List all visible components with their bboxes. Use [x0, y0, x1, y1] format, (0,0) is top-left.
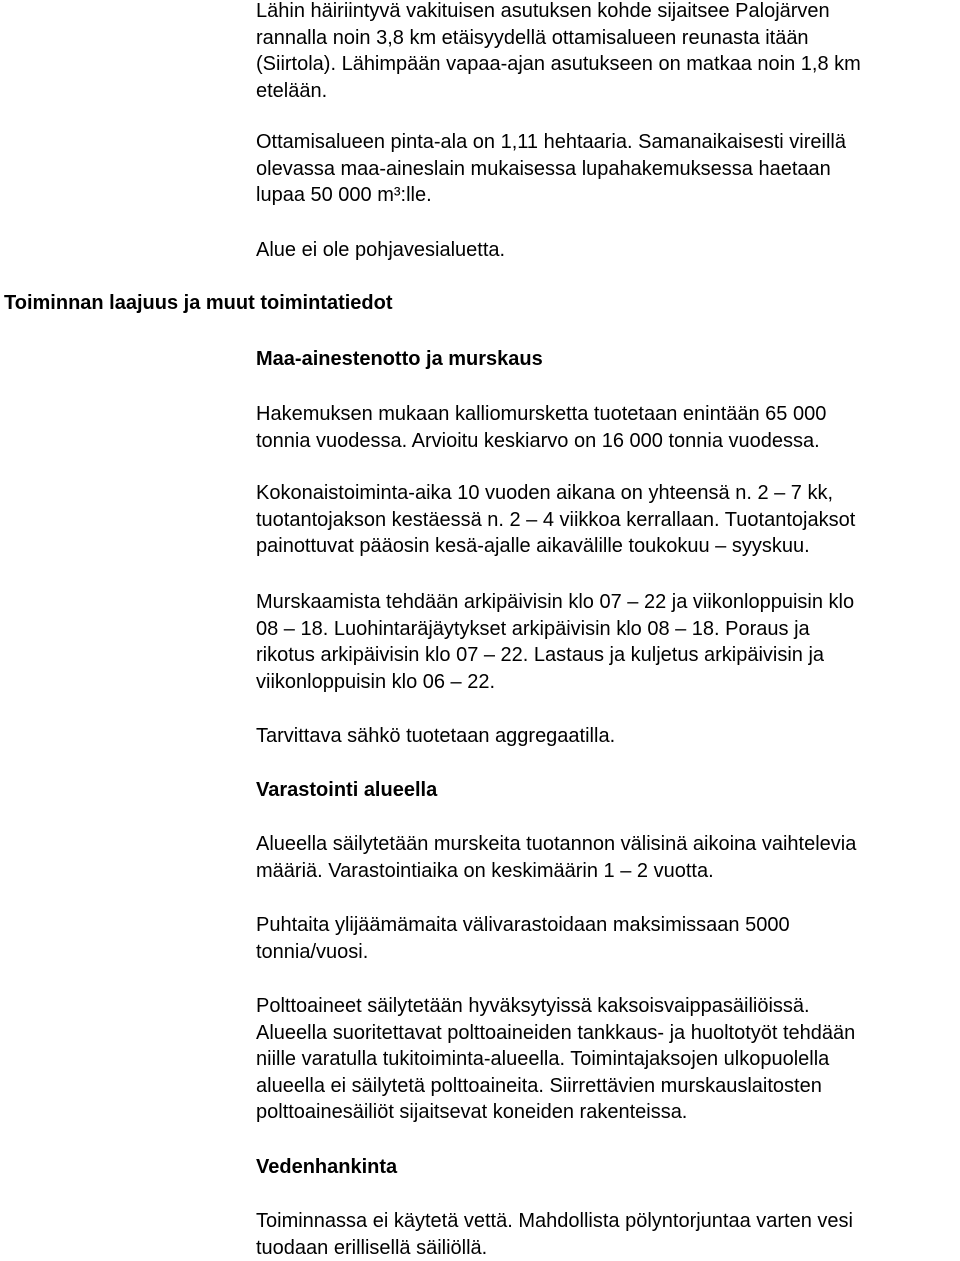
text-line: Hakemuksen mukaan kalliomursketta tuotetaan enintään 65 000 — [256, 401, 956, 428]
text-line: tonnia vuodessa. Arvioitu keskiarvo on 16 000 tonnia vuodessa. — [256, 428, 956, 455]
text-line: Tarvittava sähkö tuotetaan aggregaatilla. — [256, 723, 956, 750]
text-line: Alueella suoritettavat polttoaineiden tankkaus- ja huoltotyöt tehdään — [256, 1020, 956, 1047]
text-line: tuodaan erillisellä säiliöllä. — [256, 1235, 956, 1261]
section-1-paragraph-1 — [256, 401, 956, 454]
text-line: Lähin häiriintyvä vakituisen asutuksen kohde sijaitsee Palojärven — [256, 0, 956, 25]
text-line: etelään. — [256, 78, 956, 105]
text-line: olevassa maa-aineslain mukaisessa lupahakemuksessa haetaan — [256, 156, 956, 183]
section-heading-water-supply: Vedenhankinta — [256, 1154, 397, 1181]
section-2-paragraph-2 — [256, 912, 956, 965]
section-1-paragraph-3 — [256, 589, 956, 695]
side-heading: Toiminnan laajuus ja muut toimintatiedot — [4, 290, 393, 316]
text-line: tuotantojakson kestäessä n. 2 – 4 viikkoa kerrallaan. Tuotantojaksot — [256, 507, 956, 534]
text-line: polttoainesäiliöt sijaitsevat koneiden rakenteissa. — [256, 1099, 956, 1126]
section-1-paragraph-4 — [256, 723, 956, 750]
section-heading-extraction: Maa-ainestenotto ja murskaus — [256, 346, 543, 373]
section-3-paragraph-1 — [256, 1208, 956, 1261]
text-line: Alueella säilytetään murskeita tuotannon välisinä aikoina vaihtelevia — [256, 831, 956, 858]
section-2-paragraph-3 — [256, 993, 956, 1126]
text-line: painottuvat pääosin kesä-ajalle aikavälille toukokuu – syyskuu. — [256, 533, 956, 560]
text-line: Ottamisalueen pinta-ala on 1,11 hehtaaria. Samanaikaisesti vireillä — [256, 129, 956, 156]
text-line: Polttoaineet säilytetään hyväksytyissä kaksoisvaippasäiliöissä. — [256, 993, 956, 1020]
text-line: Puhtaita ylijäämämaita välivarastoidaan maksimissaan 5000 — [256, 912, 956, 939]
text-line: alueella ei säilytetä polttoaineita. Siirrettävien murskauslaitosten — [256, 1073, 956, 1100]
intro-paragraph-2 — [256, 129, 956, 209]
text-line: viikonloppuisin klo 06 – 22. — [256, 669, 956, 696]
text-line: Alue ei ole pohjavesialuetta. — [256, 237, 956, 264]
text-line: lupaa 50 000 m³:lle. — [256, 182, 956, 209]
section-1-paragraph-2 — [256, 480, 956, 560]
section-heading-storage: Varastointi alueella — [256, 777, 437, 804]
section-2-paragraph-1 — [256, 831, 956, 884]
text-line: (Siirtola). Lähimpään vapaa-ajan asutukseen on matkaa noin 1,8 km — [256, 51, 956, 78]
text-line: määriä. Varastointiaika on keskimäärin 1 – 2 vuotta. — [256, 858, 956, 885]
text-line: tonnia/vuosi. — [256, 939, 956, 966]
text-line: Toiminnassa ei käytetä vettä. Mahdollista pölyntorjuntaa varten vesi — [256, 1208, 956, 1235]
text-line: rikotus arkipäivisin klo 07 – 22. Lastaus ja kuljetus arkipäivisin ja — [256, 642, 956, 669]
text-line: niille varatulla tukitoiminta-alueella. Toimintajaksojen ulkopuolella — [256, 1046, 956, 1073]
text-line: rannalla noin 3,8 km etäisyydellä ottamisalueen reunasta itään — [256, 25, 956, 52]
text-line: 08 – 18. Luohintaräjäytykset arkipäivisin klo 08 – 18. Poraus ja — [256, 616, 956, 643]
text-line: Kokonaistoiminta-aika 10 vuoden aikana on yhteensä n. 2 – 7 kk, — [256, 480, 956, 507]
text-line: Murskaamista tehdään arkipäivisin klo 07 – 22 ja viikonloppuisin klo — [256, 589, 956, 616]
intro-paragraph-1 — [256, 0, 956, 104]
intro-paragraph-3 — [256, 237, 956, 264]
